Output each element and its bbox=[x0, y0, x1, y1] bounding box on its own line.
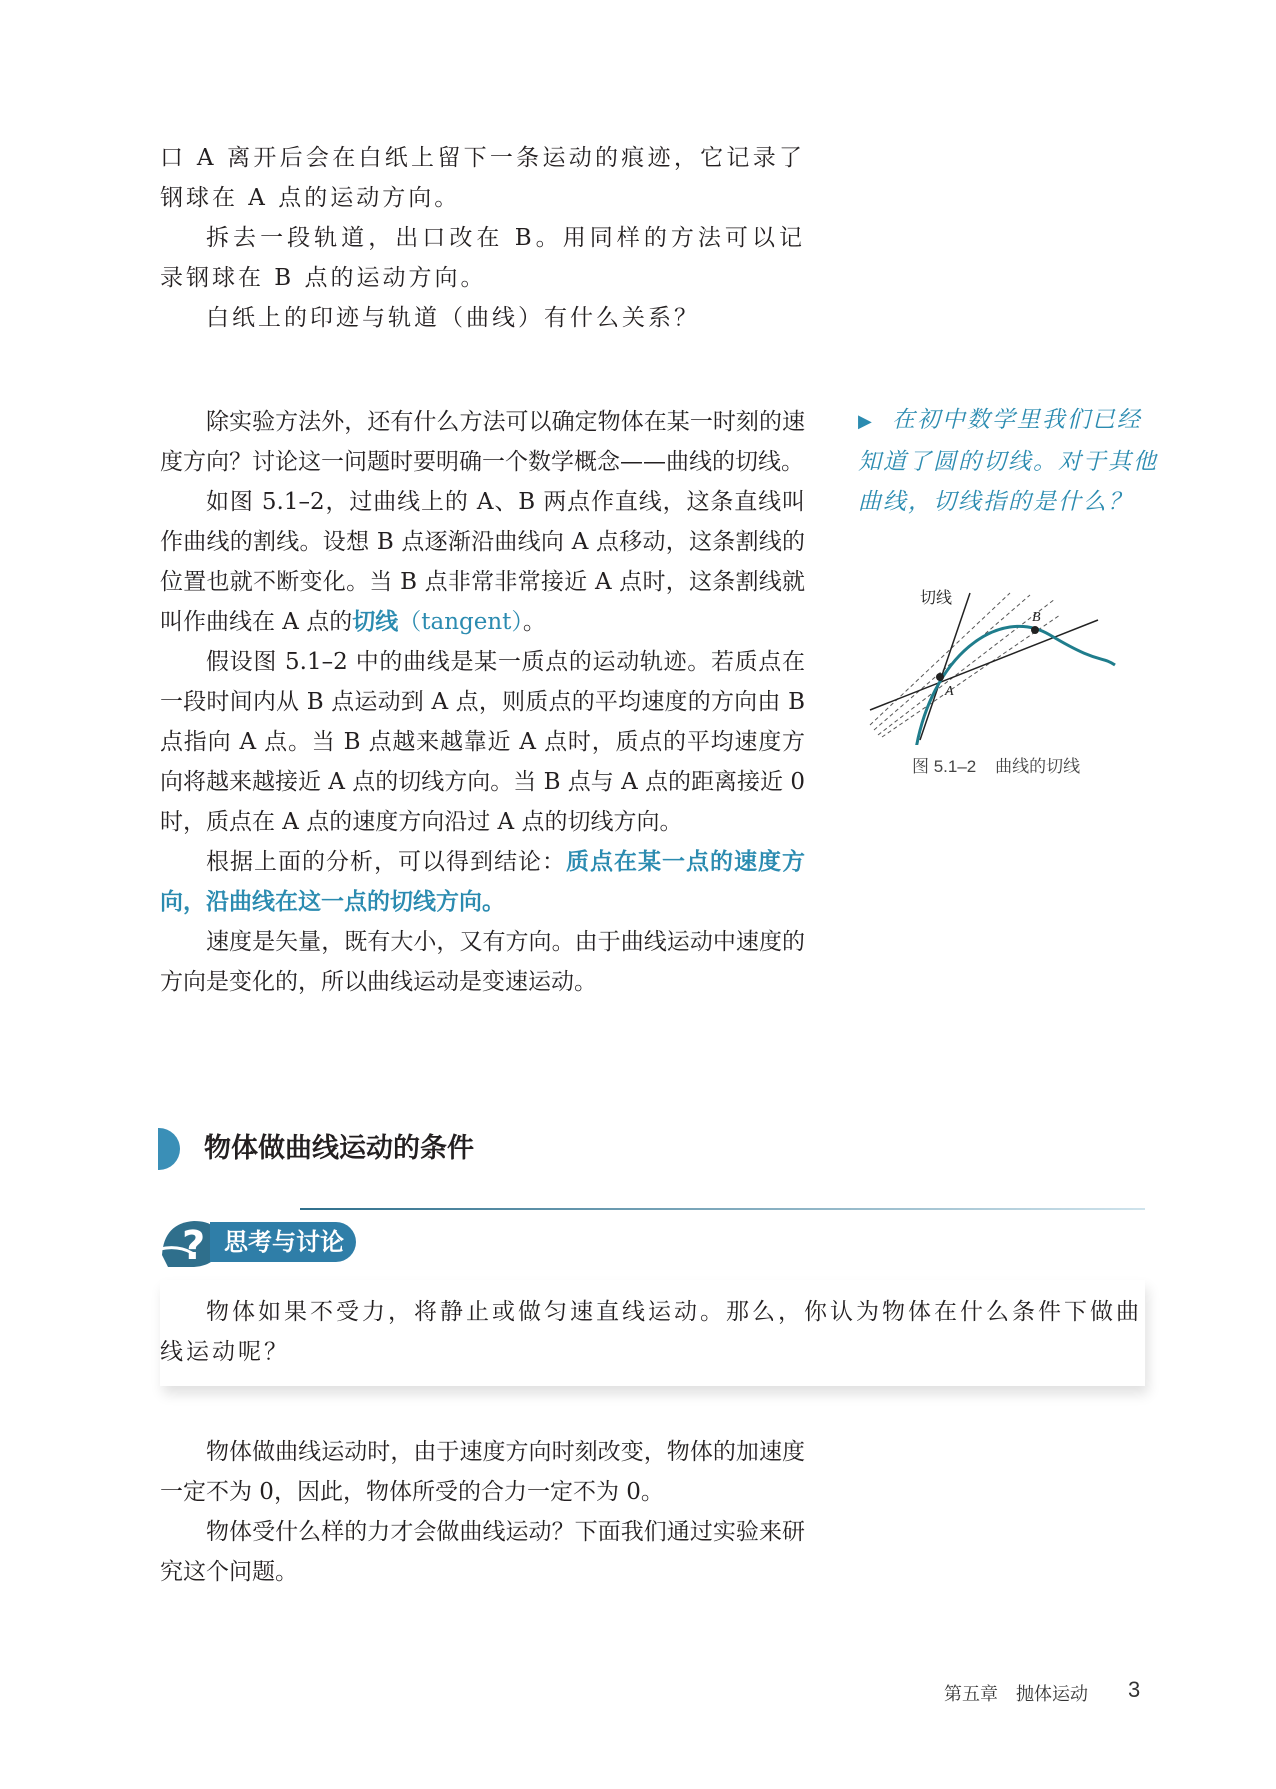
point-b bbox=[1031, 626, 1039, 634]
tangent-figure bbox=[860, 585, 1130, 745]
label-b: B bbox=[1032, 610, 1041, 625]
body-p2-post: 。 bbox=[522, 609, 546, 635]
triangle-bullet-icon: ▶ bbox=[858, 411, 874, 432]
conclusion-highlight: 质点在某一点的速度方向，沿曲线在这一点的切线方向。 bbox=[160, 849, 805, 915]
body-p5: 速度是矢量，既有大小，又有方向。由于曲线运动中速度的方向是变化的，所以曲线运动是变速运动。 bbox=[160, 929, 805, 995]
experiment-p1: 口 A 离开后会在白纸上留下一条运动的痕迹，它记录了钢球在 A 点的运动方向。 bbox=[160, 145, 805, 211]
body-p1: 除实验方法外，还有什么方法可以确定物体在某一时刻的速度方向？讨论这一问题时要明确一个数学概念——曲线的切线。 bbox=[160, 409, 805, 475]
body-p4-pre: 根据上面的分析，可以得到结论： bbox=[206, 849, 566, 875]
body2-p2: 物体受什么样的力才会做曲线运动？下面我们通过实验来研究这个问题。 bbox=[160, 1519, 805, 1585]
term-tangent: 切线 bbox=[352, 609, 399, 635]
secant-line-ab bbox=[870, 620, 1098, 710]
experiment-p3: 白纸上的印迹与轨道（曲线）有什么关系？ bbox=[206, 305, 700, 331]
section-title: 物体做曲线运动的条件 bbox=[204, 1133, 474, 1164]
experiment-text bbox=[160, 138, 805, 338]
figure-caption-num: 图 5.1–2 bbox=[912, 757, 977, 776]
think-text: 物体如果不受力，将静止或做匀速直线运动。那么，你认为物体在什么条件下做曲线运动呢？ bbox=[160, 1299, 1142, 1365]
section-marker bbox=[158, 1128, 180, 1170]
think-label: 思考与讨论 bbox=[210, 1222, 356, 1262]
body-p2 bbox=[160, 482, 805, 642]
page-number: 3 bbox=[1128, 1677, 1141, 1702]
side-note-text: 在初中数学里我们已经知道了圆的切线。对于其他曲线，切线指的是什么？ bbox=[858, 407, 1158, 515]
body2-p1: 物体做曲线运动时，由于速度方向时刻改变，物体的加速度一定不为 0，因此，物体所受的合力一定不为 0。 bbox=[160, 1439, 805, 1505]
body-p3: 假设图 5.1–2 中的曲线是某一质点的运动轨迹。若质点在一段时间内从 B 点运动到 A 点，则质点的平均速度的方向由 B 点指向 A 点。当 B 点越来越靠近 A 点时，质点的平均速度方向将越来越接近 A 点的切线方向。当 B 点与 A 点的距离接近 0 时，质点在 A 点的速度方向沿过 A 点的切线方向。 bbox=[160, 649, 805, 835]
term-tangent-en: （tangent） bbox=[398, 609, 523, 635]
figure-caption-text: 曲线的切线 bbox=[995, 757, 1081, 776]
figure-caption bbox=[912, 752, 1080, 777]
footer-chapter: 第五章 抛体运动 bbox=[944, 1684, 1088, 1704]
think-divider bbox=[300, 1208, 1145, 1210]
side-note bbox=[858, 400, 1158, 522]
label-a: A bbox=[945, 684, 954, 699]
svg-text:?: ? bbox=[182, 1223, 206, 1269]
think-box bbox=[160, 1280, 1145, 1386]
body2-text bbox=[160, 1432, 805, 1592]
label-tangent: 切线 bbox=[920, 590, 953, 607]
body-p4 bbox=[160, 842, 805, 922]
point-a bbox=[936, 673, 944, 681]
body-p2-pre: 如图 5.1–2，过曲线上的 A、B 两点作直线，这条直线叫作曲线的割线。设想 B 点逐渐沿曲线向 A 点移动，这条割线的位置也就不断变化。当 B 点非常非常接近 A 点时，这条割线就叫作曲线在 A 点的 bbox=[160, 489, 805, 635]
experiment-p2: 拆去一段轨道，出口改在 B。用同样的方法可以记录钢球在 B 点的运动方向。 bbox=[160, 225, 805, 291]
tangent-line bbox=[920, 593, 970, 740]
body-text bbox=[160, 402, 805, 1002]
